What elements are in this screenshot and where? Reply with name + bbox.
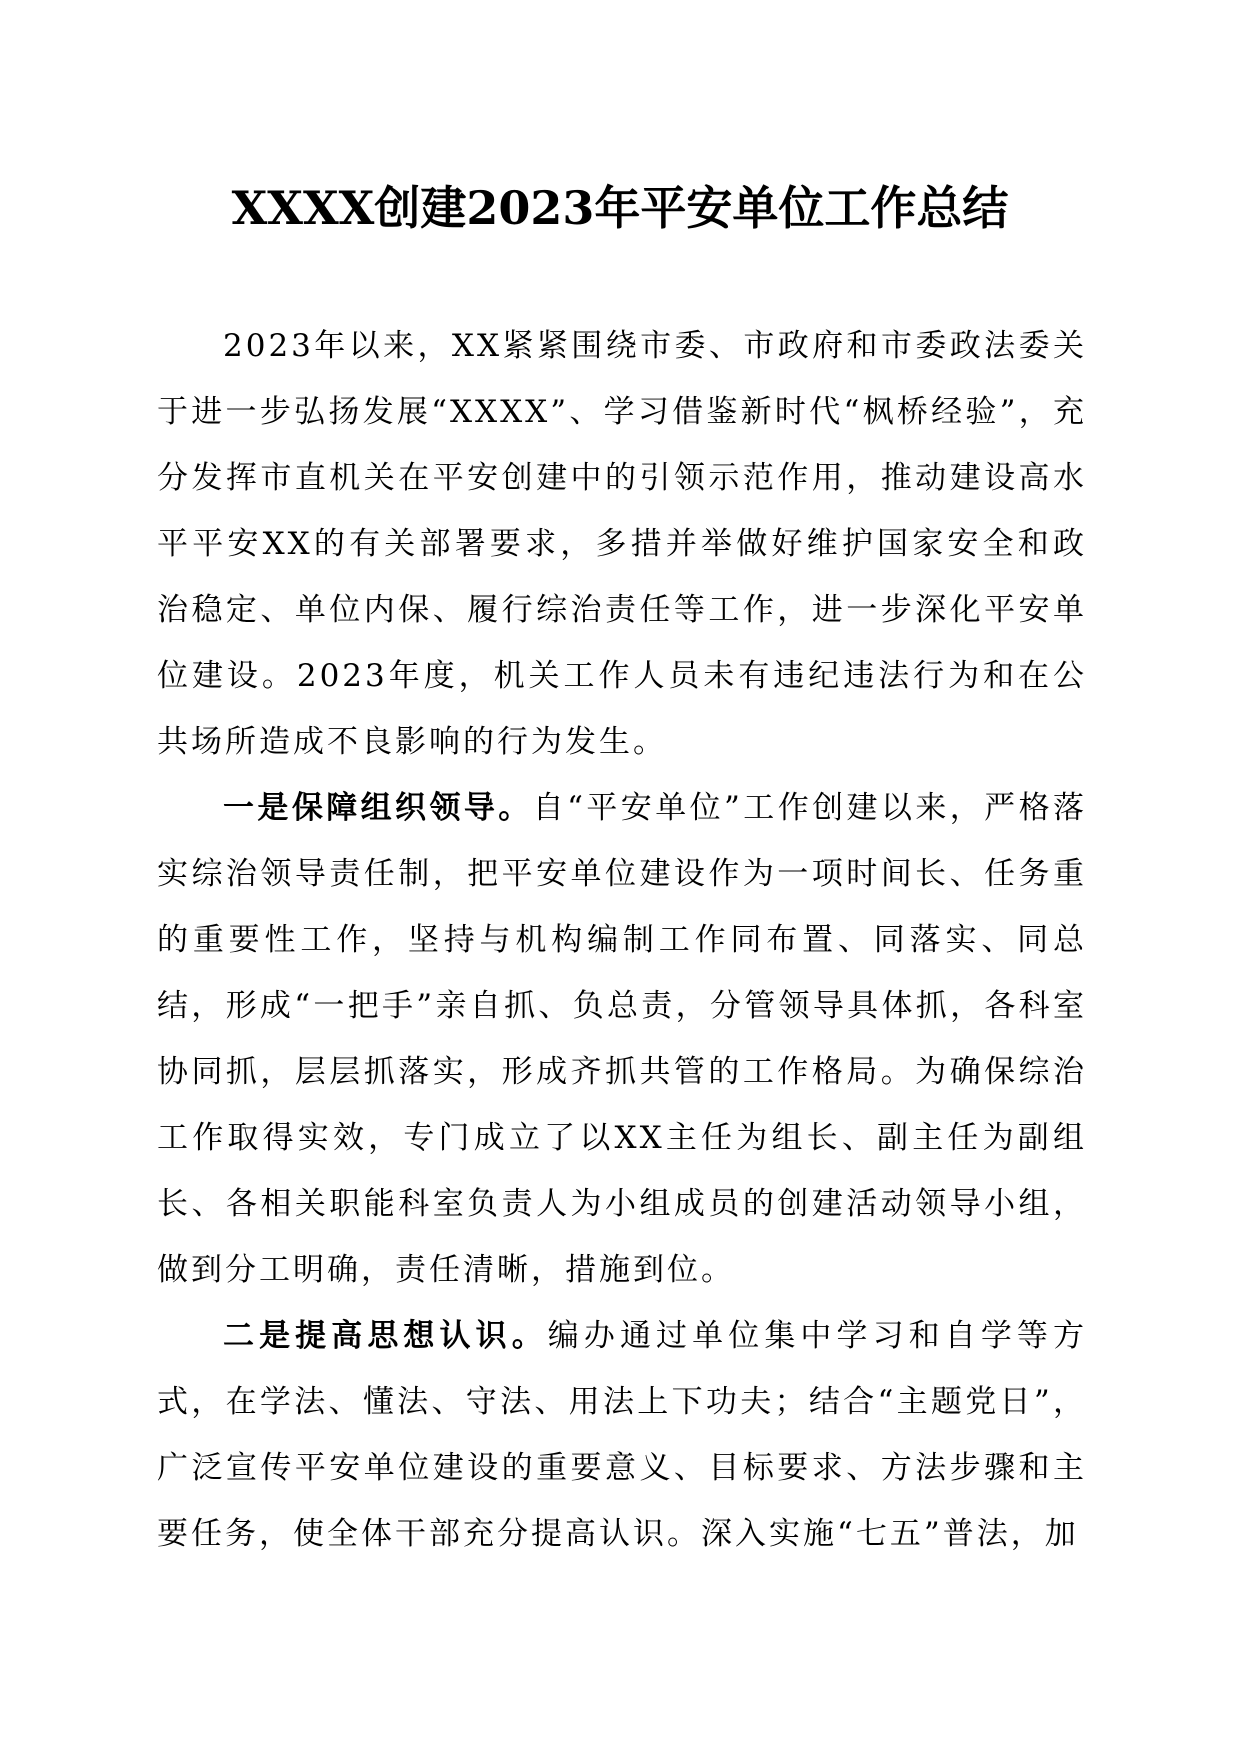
document-title: XXXX创建2023年平安单位工作总结 bbox=[231, 181, 1009, 235]
paragraph-body-text: 编办通过单位集中学习和自学等方式，在学法、懂法、守法、用法上下功夫；结合“主题党日”，广泛宣传平安单位建设的重要意义、目标要求、方法步骤和主要任务，使全体干部充分提高认识。深入实施“七五”普法，加 bbox=[157, 1318, 1088, 1552]
paragraph-ideological-awareness bbox=[157, 1303, 1087, 1567]
paragraph-intro-text: 2023年以来，XX紧紧围绕市委、市政府和市委政法委关于进一步弘扬发展“XXXX”、学习借鉴新时代“枫桥经验”，充分发挥市直机关在平安创建中的引领示范作用，推动建设高水平平安XX的有关部署要求，多措并举做好维护国家安全和政治稳定、单位内保、履行综治责任等工作，进一步深化平安单位建设。2023年度，机关工作人员未有违纪违法行为和在公共场所造成不良影响的行为发生。 bbox=[157, 328, 1087, 760]
paragraph-organization-leadership bbox=[157, 775, 1087, 1303]
document-body bbox=[157, 313, 1087, 1567]
paragraph-intro bbox=[157, 313, 1087, 775]
paragraph-lead-heading: 一是保障组织领导。 bbox=[223, 790, 533, 826]
paragraph-body-text: 自“平安单位”工作创建以来，严格落实综治领导责任制，把平安单位建设作为一项时间长、任务重的重要性工作，坚持与机构编制工作同布置、同落实、同总结，形成“一把手”亲自抓、负总责，分管领导具体抓，各科室协同抓，层层抓落实，形成齐抓共管的工作格局。为确保综治工作取得实效，专门成立了以XX主任为组长、副主任为副组长、各相关职能科室负责人为小组成员的创建活动领导小组，做到分工明确，责任清晰，措施到位。 bbox=[157, 790, 1088, 1288]
paragraph-lead-heading: 二是提高思想认识。 bbox=[223, 1318, 548, 1354]
